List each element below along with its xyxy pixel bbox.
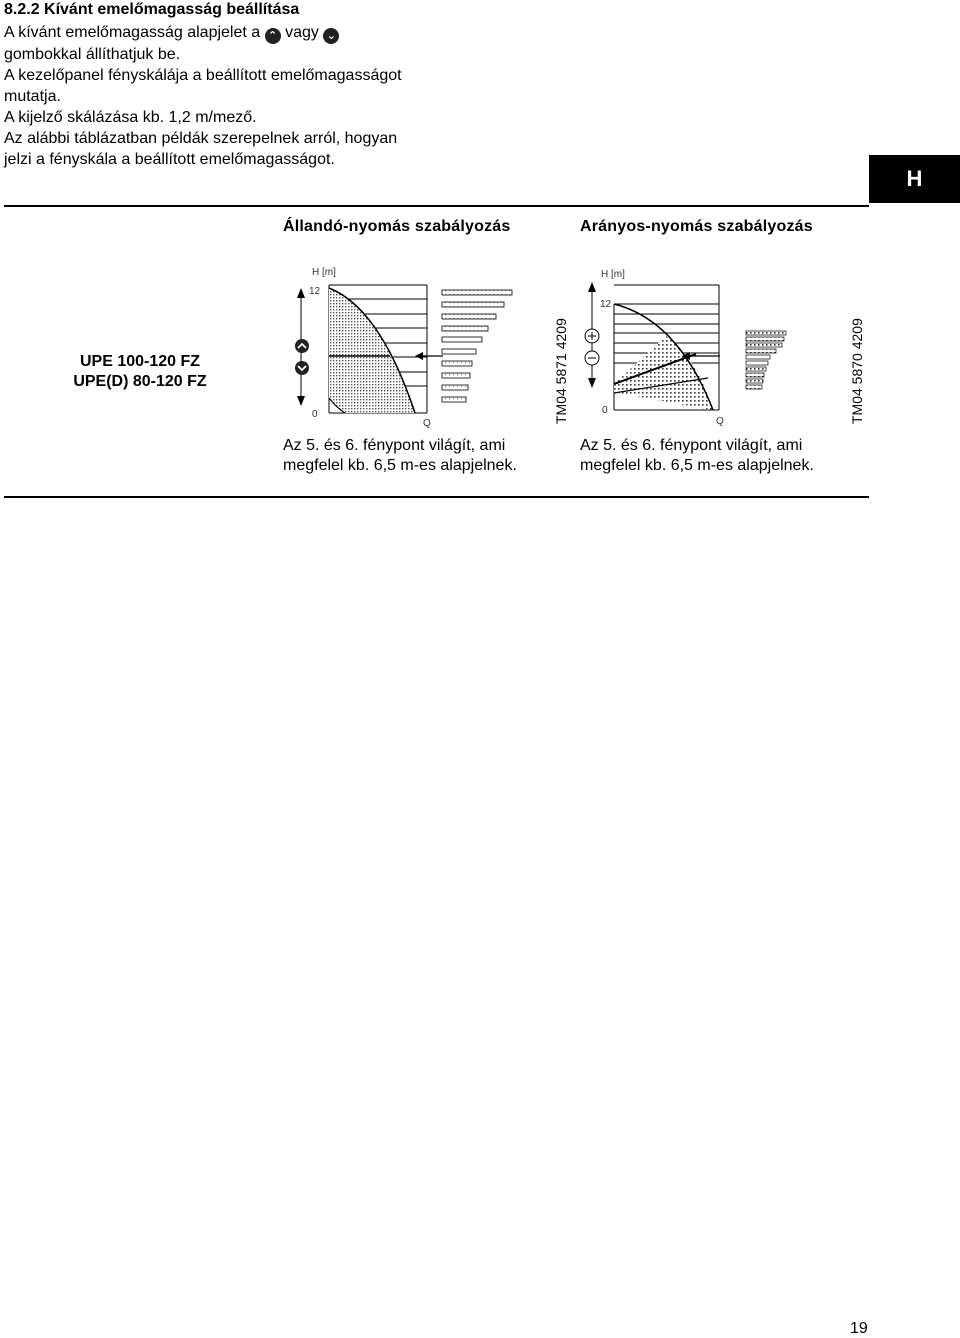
y-tick-12: 12 bbox=[600, 299, 612, 310]
y-axis-label: H [m] bbox=[601, 269, 625, 280]
arrow-up-icon bbox=[297, 288, 305, 298]
proportional-pressure-chart bbox=[578, 260, 818, 432]
light-scale bbox=[442, 290, 512, 402]
light-scale bbox=[746, 331, 786, 389]
x-axis-label: Q bbox=[423, 418, 431, 429]
operating-area bbox=[329, 288, 415, 413]
column-header-constant: Állandó-nyomás szabályozás bbox=[283, 218, 511, 235]
y-tick-12: 12 bbox=[309, 286, 321, 297]
chevron-down-icon bbox=[295, 361, 309, 375]
operating-area bbox=[614, 336, 713, 410]
column-header-proportional: Arányos-nyomás szabályozás bbox=[580, 218, 813, 235]
y-tick-0: 0 bbox=[602, 405, 608, 416]
intro-text bbox=[4, 22, 424, 170]
intro-para2: A kezelőpanel fényskálája a beállított emelőmagasságot mutatja. bbox=[4, 67, 402, 105]
figure-code-proportional: TM04 5870 4209 bbox=[849, 318, 865, 424]
table-top-rule bbox=[4, 205, 869, 207]
x-axis-label: Q bbox=[716, 416, 724, 427]
chevron-up-icon bbox=[295, 339, 309, 353]
table-bottom-rule bbox=[4, 496, 869, 498]
setpoint-arrowhead bbox=[415, 352, 423, 360]
arrow-up-icon bbox=[588, 282, 596, 292]
y-axis-label: H [m] bbox=[312, 267, 336, 278]
section-heading: 8.2.2 Kívánt emelőmagasság beállítása bbox=[4, 1, 300, 18]
caption-proportional: Az 5. és 6. fénypont világít, ami megfelel kb. 6,5 m-es alapjelnek. bbox=[580, 437, 814, 474]
y-tick-0: 0 bbox=[312, 409, 318, 420]
intro-line1: A kívánt emelőmagasság alapjelet a ⌃ vagy ⌄ gombokkal állíthatjuk be. bbox=[4, 22, 424, 65]
figure-code-constant: TM04 5871 4209 bbox=[553, 318, 569, 424]
caption-constant: Az 5. és 6. fénypont világít, ami megfelel kb. 6,5 m-es alapjelnek. bbox=[283, 437, 517, 474]
chevron-up-icon: ⌃ bbox=[265, 28, 281, 44]
chevron-down-icon: ⌄ bbox=[323, 28, 339, 44]
arrow-down-icon bbox=[297, 396, 305, 406]
language-tab: H bbox=[869, 155, 960, 203]
intro-para4: Az alábbi táblázatban példák szerepelnek arról, hogyan jelzi a fényskála a beállított emelőmagasságot. bbox=[4, 130, 398, 168]
model-label: UPE 100-120 FZ UPE(D) 80-120 FZ bbox=[73, 353, 207, 390]
page-number: 19 bbox=[850, 1320, 868, 1337]
intro-para3: A kijelző skálázása kb. 1,2 m/mező. bbox=[4, 109, 257, 126]
constant-pressure-chart bbox=[285, 258, 555, 430]
arrow-down-icon bbox=[588, 378, 596, 388]
